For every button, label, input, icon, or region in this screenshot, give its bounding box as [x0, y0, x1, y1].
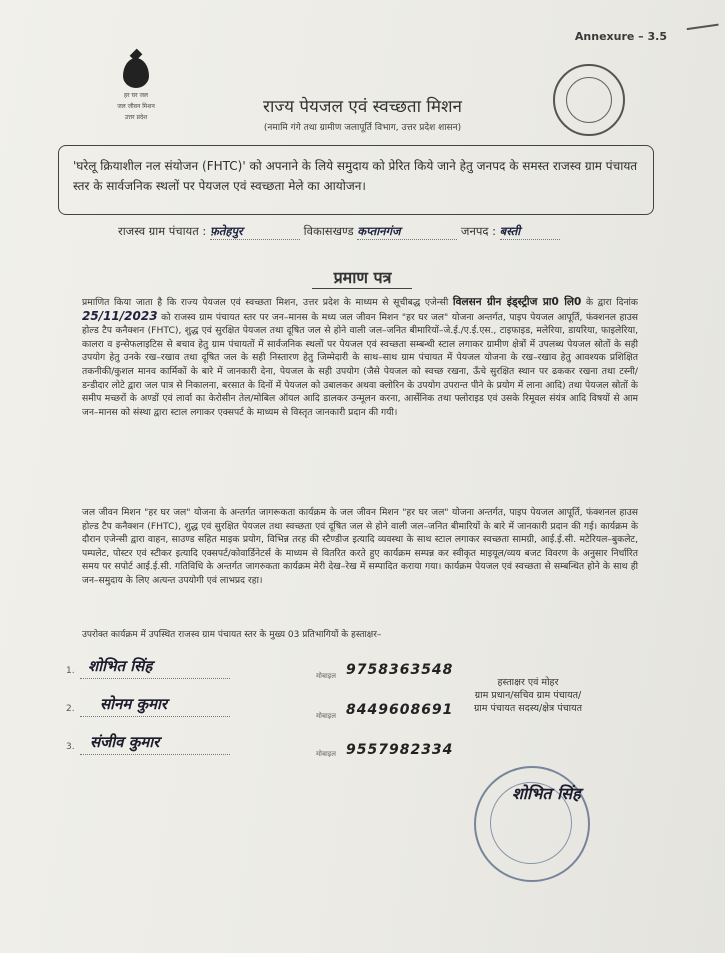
mobile-label-2: मोबाइल [316, 712, 336, 720]
paragraph-1 [82, 296, 638, 419]
annexure-label: Annexure – 3.5 [574, 30, 667, 43]
participant-mobile-2: 8449608691 [346, 702, 454, 718]
attest-line-3: ग्राम पंचायत सदस्य/क्षेत्र पंचायत [473, 703, 583, 714]
district-label: जनपद : [460, 224, 497, 238]
logo-caption-2: जल जीवन मिशन [117, 103, 155, 110]
para1-lead: प्रमाणित किया जाता है कि राज्य पेयजल एवं स्वच्छता मिशन, उत्तर प्रदेश के माध्यम से सूचीबद्ध एजेन्सी [82, 297, 449, 308]
participant-mobile-3: 9557982334 [346, 742, 454, 758]
mobile-label-3: मोबाइल [316, 750, 336, 758]
participant-signature-2: सोनम कुमार [100, 695, 168, 713]
block-label: विकासखण्ड [303, 224, 354, 238]
mission-subtitle: (नमामि गंगे तथा ग्रामीण जलापूर्ति विभाग, उत्तर प्रदेश शासन) [263, 123, 462, 133]
participant-number-1: 1. [66, 666, 75, 676]
agency-name: विलसन ग्रीन इंड्स्ट्रीज प्रा0 लि0 [452, 296, 582, 308]
signature-line-3 [80, 754, 230, 755]
para1-body: को राजस्व ग्राम पंचायत स्तर पर जन–मानस के मध्य जल जीवन मिशन "हर घर जल" योजना अन्तर्गत, पाइप पेयजल आपूर्ति, फंक्शनल हाउस होल्ड टैप कनैक्शन (FHTC), शुद्ध एवं सुरक्षित पेयजल तथा दूषित जल से होने वाली जल–जनित बीमारियों–जे.ई./ए.ई.एस., टाइफाइड, मलेरिया, डायरिया, फाइलेरिया, कालरा व इन्सेफलाइटिस से बचाव हेतु ग्राम पंचायतों में सार्वजनिक स्थलों पर पेयजल एवं स्वच्छता सम्बन्धी स्टाल लगाकर ग्रामीण क्षेत्रों में उपलब्ध पेयजल स्रोतों के सही उपयोग हेतु उनके रख–रखाव तथा दूषित जल के सही निस्तारण हेतु जिम्मेदारी के साथ–साथ ग्राम पंचायत में पेयजल योजना के रख–रखाव हेतु आवश्यक प्रशिक्षित तकनीकी/कुशल मानव कार्मिकों के बारे में जानकारी देना, पेयजल के सही उपयोग (जैसे पेयजल को स्वच्छ रखना, ऊँचे सुरक्षित स्थान पर ढककर रखना तथा टस्नी/डन्डीदार लोटे द्वारा जल पात्र से निकालना, बरसात के दिनों में पेयजल को उबालकर अथवा क्लोरिन के उपयोग उपरान्त पीने के प्रयोग में लाना आदि) तथा पेयजल स्रोतों के समीप मच्छरों के अण्डों एवं लार्वा का केरोसीन तेल/मोबिल ऑयल आदि डालकर उन्मूलन करना, आर्सेनिक तथा फ्लोराइड एवं उसके रिमूवल संयंत्र आदि विषयों से आम जन–मानस को संस्था द्वारा स्टाल लगाकर एक्सपर्ट के माध्यम से विस्तृत जानकारी प्रदान की गयी। [82, 311, 639, 418]
gram-value: फ़तेहपुर [210, 224, 300, 240]
participant-number-2: 2. [66, 704, 75, 714]
mission-title: राज्य पेयजल एवं स्वच्छता मिशन [263, 97, 462, 117]
certificate-heading: प्रमाण पत्र [333, 268, 392, 287]
up-government-emblem-icon [553, 64, 625, 136]
mobile-label-1: मोबाइल [316, 672, 336, 680]
block-value: कप्तानगंज [357, 224, 457, 240]
banner-text: 'घरेलू क्रियाशील नल संयोजन (FHTC)' को अपनाने के लिये समुदाय को प्रेरित किये जाने हेतु जनपद के समस्त राजस्व ग्राम पंचायत स्तर के सार्वजनिक स्थलों पर पेयजल एवं स्वच्छता मेले का आयोजन। [73, 159, 638, 193]
logo-caption-3: उत्तर प्रदेश [124, 114, 148, 121]
logo-caption-1: हर घर जल [124, 92, 148, 99]
event-banner [58, 145, 654, 215]
participant-signature-1: शोभित सिंह [88, 657, 153, 675]
district-value: बस्ती [500, 224, 560, 240]
paragraph-2 [82, 506, 638, 588]
participants-note: उपरोक्त कार्यक्रम में उपस्थित राजस्व ग्राम पंचायत स्तर के मुख्य 03 प्रतिभागियों के हस्ताक्षर– [82, 630, 382, 640]
participant-number-3: 3. [66, 742, 75, 752]
location-row [118, 224, 678, 240]
attest-line-1: हस्ताक्षर एवं मोहर [497, 677, 559, 688]
participant-mobile-1: 9758363548 [346, 662, 454, 678]
attest-line-2: ग्राम प्रधान/सचिव ग्राम पंचायत/ [474, 690, 582, 701]
participant-signature-3: संजीव कुमार [90, 733, 160, 751]
water-drop-icon [123, 58, 149, 88]
gram-label: राजस्व ग्राम पंचायत : [118, 224, 207, 238]
corner-pen-mark [683, 0, 718, 30]
para2-body: जल जीवन मिशन "हर घर जल" योजना के अन्तर्गत जागरूकता कार्यक्रम के जल जीवन मिशन "हर घर जल" योजना अन्तर्गत, पाइप पेयजल आपूर्ति, फंक्शनल हाउस होल्ड टैप कनैक्शन (FHTC), शुद्ध एवं सुरक्षित पेयजल तथा स्वच्छता एवं दूषित जल से होने वाली जल–जनित बीमारियों के बारे में जानकारी प्रदान की गई। कार्यक्रम के दौरान एजेन्सी द्वारा वाहन, साउण्ड सहित माइक प्रयोग, विभिन्न तरह की स्टैण्डीज इत्यादि व्यवस्था के साथ स्टाल लगाकर स्वच्छता सामग्री, आई.ई.सी. मटेरियल–बुकलेट, पम्पलेट, पोस्टर एवं स्टीकर इत्यादि एक्सपर्ट/कोवार्डिनेटर्स के माध्यम से वितरित करते हुए कार्यक्रम सम्पन्न कर स्वीकृत माइयूल/व्यय बजट विवरण के अनुसार निर्धारित समय पर सपोर्ट आई.ई.सी. गतिविधि के अन्तर्गत जागरुकता कार्यक्रम मेरी देख–रेख में सम्पादित कराया गया। कार्यक्रम पेयजल एवं स्वच्छता से सम्बन्धित होने के साथ ही जन–समुदाय के लिए अत्यन्त उपयोगी एवं लाभप्रद रहा। [82, 507, 638, 586]
heading-underline [312, 288, 412, 289]
attestation-block [448, 676, 608, 715]
signature-line-1 [80, 678, 230, 679]
para1-date-prefix: के द्वारा दिनांक [586, 297, 638, 308]
event-date: 25/11/2023 [82, 308, 158, 323]
signature-line-2 [80, 716, 230, 717]
pradhan-signature: शोभित सिंह [512, 784, 581, 803]
